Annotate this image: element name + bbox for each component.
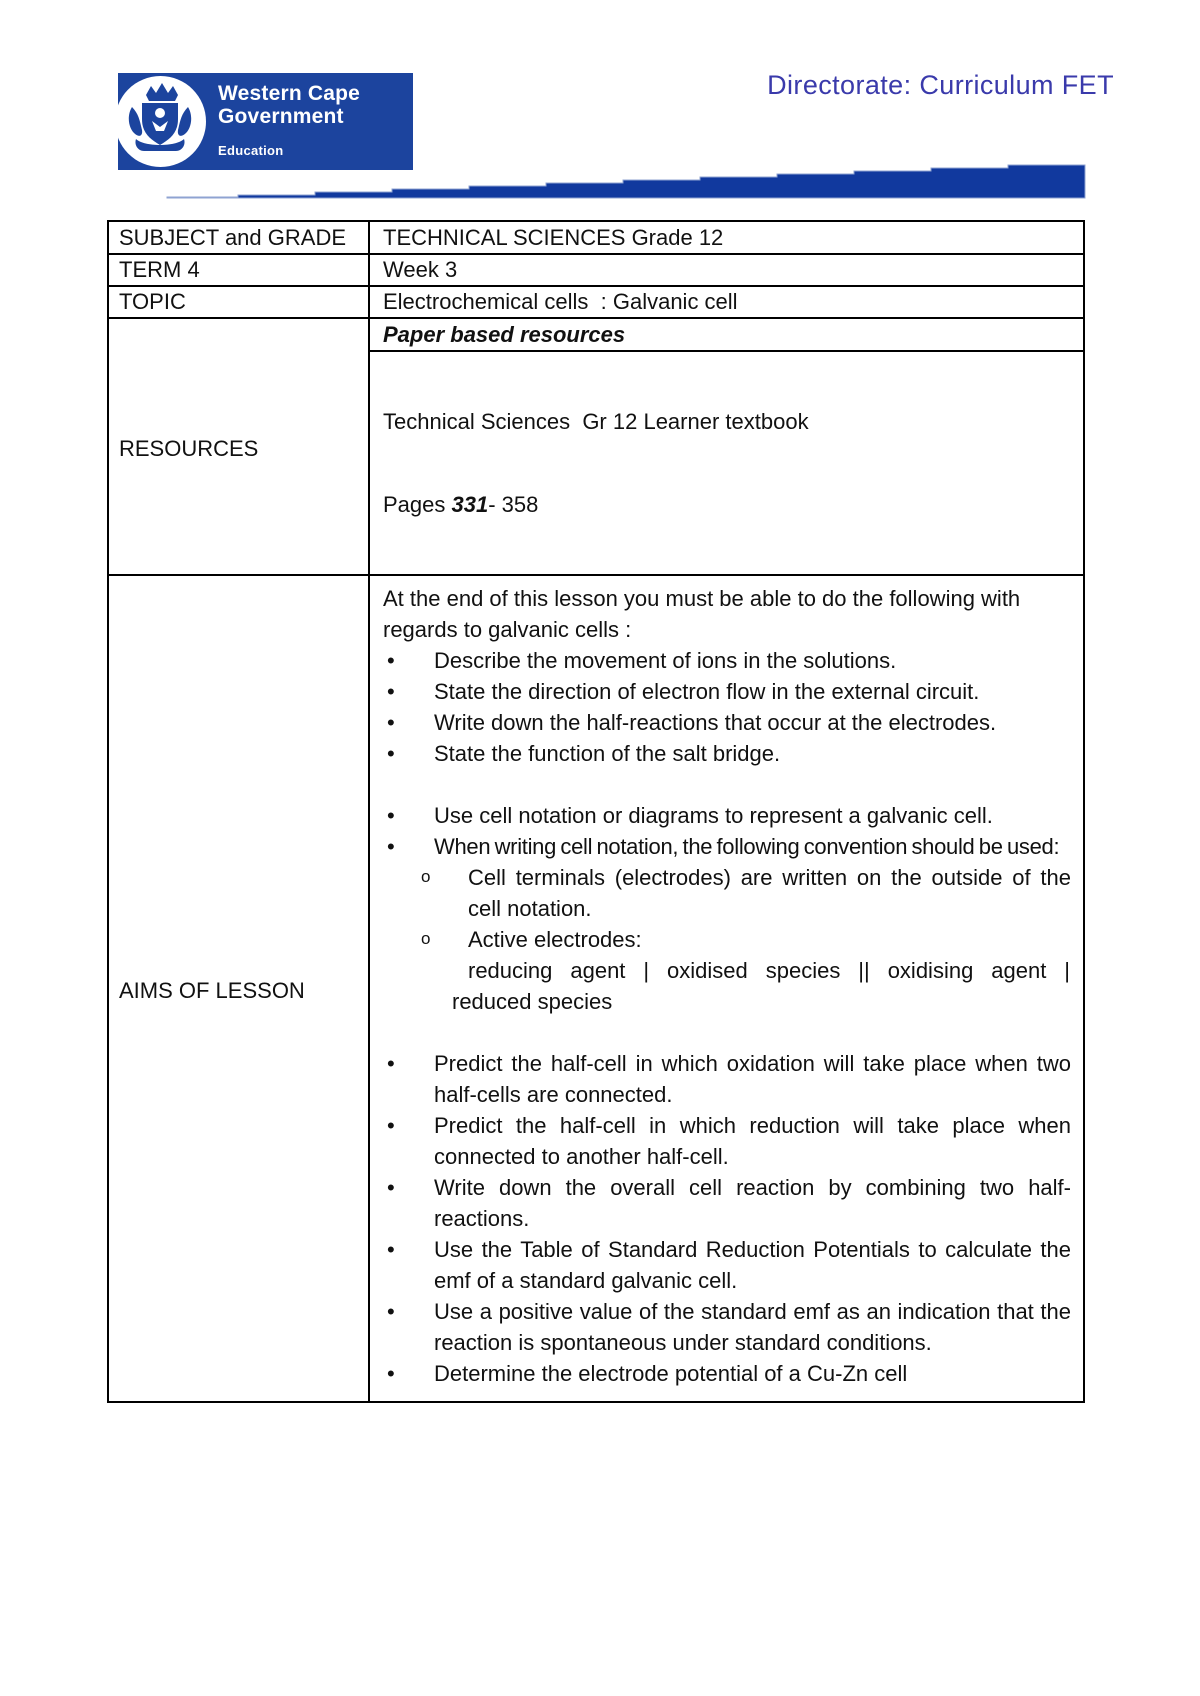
list-item: • Predict the half-cell in which reduction will take place when connected to another half-cell. [383,1110,1071,1172]
logo-line-western-cape: Western Cape [218,82,361,105]
topic-value-cell: Electrochemical cells : Galvanic cell [369,286,1084,318]
bullet-icon: • [387,710,395,735]
table-row [108,318,1084,351]
subject-value-cell: TECHNICAL SCIENCES Grade 12 [369,221,1084,254]
circle-bullet-icon: o [421,929,431,948]
aims-content-cell [369,575,1084,1402]
aims-intro: At the end of this lesson you must be able to do the following with regards to galvanic cells : [383,586,1021,642]
cell-notation-line: reduced species [452,989,613,1014]
list-item: • State the function of the salt bridge. [383,738,1071,769]
table-row [108,254,1084,286]
table-row [108,286,1084,318]
bullet-icon: • [387,803,395,828]
wcg-coat-of-arms-icon [115,76,206,167]
term-label-cell: TERM 4 [108,254,369,286]
spacer [383,1017,1071,1048]
list-item: • State the direction of electron flow in the external circuit. [383,676,1071,707]
cell-notation-line: reducing agent | oxidised species || oxidising agent | [468,958,1070,983]
list-item: • Use the Table of Standard Reduction Potentials to calculate the emf of a standard galvanic cell. [383,1234,1071,1296]
resources-heading-cell: Paper based resources [369,318,1084,351]
resources-pages: Pages 331- 358 [383,492,539,517]
decorative-swoosh [152,156,1087,200]
bullet-icon: • [387,834,395,859]
subject-label-cell: SUBJECT and GRADE [108,221,369,254]
bullet-icon: • [387,741,395,766]
table-row [108,575,1084,1402]
sub-list-item: o Cell terminals (electrodes) are written on the outside of the cell notation. [383,862,1071,924]
term-value-cell: Week 3 [369,254,1084,286]
list-item: • Determine the electrode potential of a Cu-Zn cell [383,1358,1071,1389]
resources-label-cell: RESOURCES [108,318,369,575]
list-item: • When writing cell notation, the following convention should be used: [383,831,1071,862]
bullet-icon: • [387,1237,395,1262]
directorate-heading: Directorate: Curriculum FET [767,70,1114,100]
bullet-icon: • [387,1175,395,1200]
list-item: • Write down the half-reactions that occur at the electrodes. [383,707,1071,738]
bullet-icon: • [387,679,395,704]
circle-bullet-icon: o [421,867,431,886]
wcg-logo-text [218,82,360,158]
list-item: • Use cell notation or diagrams to represent a galvanic cell. [383,800,1071,831]
bullet-icon: • [387,1361,395,1386]
bullet-icon: • [387,1299,395,1324]
spacer [383,769,1071,800]
list-item: • Predict the half-cell in which oxidation will take place when two half-cells are connected. [383,1048,1071,1110]
aims-label-cell: AIMS OF LESSON [108,575,369,1402]
list-item: • Write down the overall cell reaction by combining two half-reactions. [383,1172,1071,1234]
resources-textbook: Technical Sciences Gr 12 Learner textbook [383,409,809,434]
resources-detail-cell [369,351,1084,575]
bullet-icon: • [387,1051,395,1076]
sub-list-item: o Active electrodes: [383,924,1071,955]
logo-line-government: Government [218,105,344,128]
topic-label-cell: TOPIC [108,286,369,318]
list-item: • Use a positive value of the standard emf as an indication that the reaction is spontaneous under standard conditions. [383,1296,1071,1358]
list-item: • Describe the movement of ions in the solutions. [383,645,1071,676]
table-row [108,221,1084,254]
bullet-icon: • [387,1113,395,1138]
lesson-plan-table [107,220,1085,1403]
bullet-icon: • [387,648,395,673]
logo-line-education: Education [218,143,284,158]
